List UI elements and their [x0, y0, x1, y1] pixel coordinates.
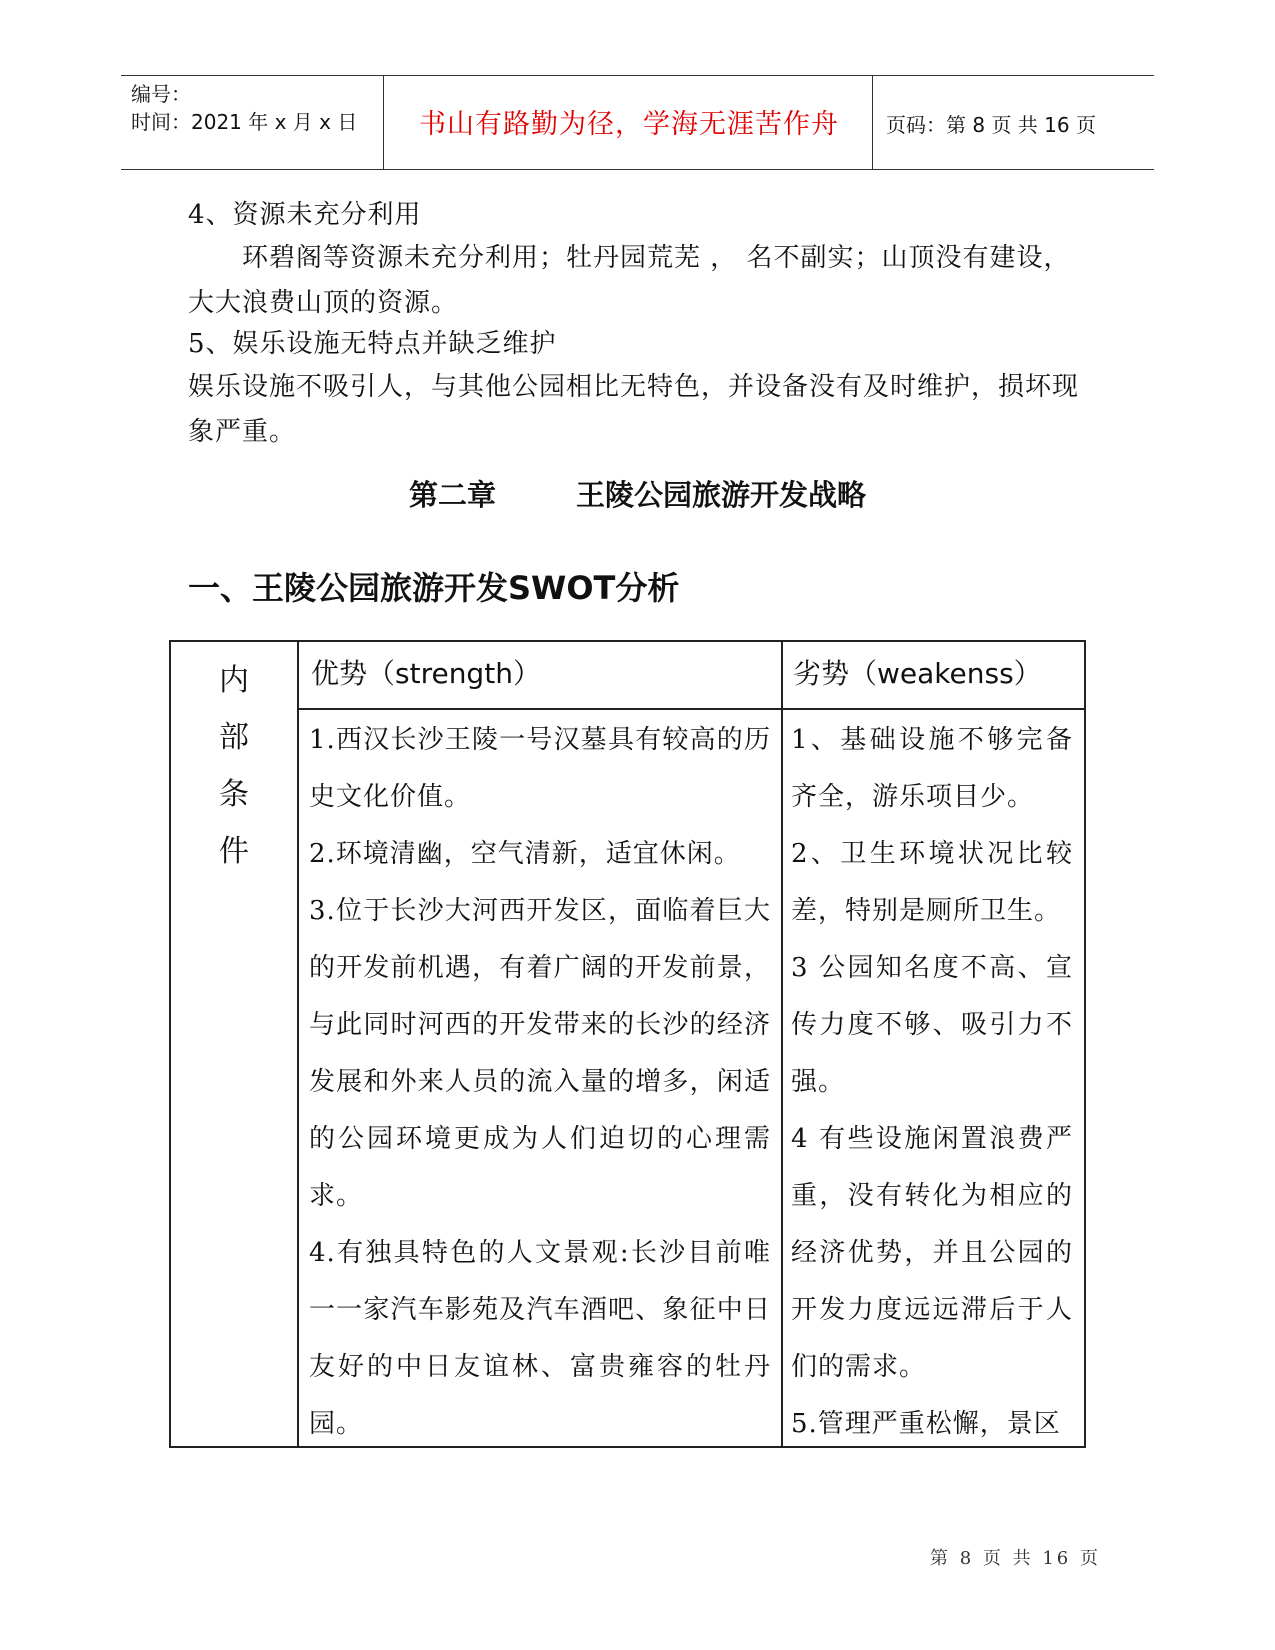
- weakness-item: 4 有些设施闲置浪费严重，没有转化为相应的经济优势，并且公园的开发力度远远滞后于人们的需求。: [791, 1124, 1073, 1382]
- header-meta: [131, 80, 357, 136]
- row-header-internal: [171, 652, 297, 880]
- weakness-header: 劣势（weakenss）: [793, 657, 1042, 690]
- swot-table: [169, 640, 1086, 1448]
- row-header-char: 部: [219, 720, 249, 755]
- section-title: 一、王陵公园旅游开发SWOT分析: [188, 569, 680, 607]
- weakness-item: 1、基础设施不够完备齐全，游乐项目少。: [791, 725, 1073, 812]
- row-header-char: 条: [219, 777, 249, 812]
- item4-title: 4、资源未充分利用: [188, 200, 422, 230]
- page-footer: 第 8 页 共 16 页: [930, 1548, 1101, 1569]
- weaknesses-cell: [791, 712, 1073, 1453]
- weakness-item: 5.管理严重松懈，景区: [791, 1409, 1061, 1439]
- chapter-title: 王陵公园旅游开发战略: [576, 478, 867, 512]
- item5-text: 娱乐设施不吸引人，与其他公园相比无特色，并设备没有及时维护，损坏现象严重。: [188, 372, 1080, 447]
- strength-item: 1.西汉长沙王陵一号汉墓具有较高的历史文化价值。: [309, 725, 771, 812]
- strength-item: 2.环境清幽，空气清新，适宜休闲。: [309, 839, 741, 869]
- strength-item: 4.有独具特色的人文景观:长沙目前唯一一家汽车影苑及汽车酒吧、象征中日友好的中日友谊林、富贵雍容的牡丹园。: [309, 1238, 771, 1439]
- row-header-char: 内: [219, 663, 249, 698]
- table-column-divider: [781, 642, 783, 1446]
- row-header-char: 件: [219, 834, 249, 869]
- header-page-code: 页码：第 8 页 共 16 页: [886, 113, 1096, 137]
- number-label: 编号：: [131, 82, 191, 106]
- weakness-item: 2、卫生环境状况比较差，特别是厕所卫生。: [791, 839, 1073, 926]
- weakness-item: 3 公园知名度不高、宣传力度不够、吸引力不强。: [791, 953, 1073, 1097]
- document-header: [121, 75, 1154, 170]
- item5-title: 5、娱乐设施无特点并缺乏维护: [188, 329, 557, 359]
- item4-text: 环碧阁等资源未充分利用；牡丹园荒芜 ， 名不副实；山顶没有建设，大大浪费山顶的资源。: [188, 243, 1071, 318]
- chapter-heading: [0, 473, 1275, 514]
- strength-header: 优势（strength）: [311, 657, 541, 690]
- header-motto: 书山有路勤为径，学海无涯苦作舟: [419, 109, 839, 140]
- time-label: 时间：2021 年 x 月 x 日: [131, 110, 358, 134]
- table-column-divider: [297, 642, 299, 1446]
- header-divider: [872, 76, 873, 169]
- strength-item: 3.位于长沙大河西开发区，面临着巨大的开发前机遇，有着广阔的开发前景，与此同时河西的开发带来的长沙的经济发展和外来人员的流入量的增多，闲适的公园环境更成为人们迫切的心理需求。: [309, 896, 771, 1211]
- chapter-number: 第二章: [408, 478, 496, 512]
- header-divider: [383, 76, 384, 169]
- strengths-cell: [309, 712, 771, 1453]
- table-header-divider: [297, 708, 1084, 710]
